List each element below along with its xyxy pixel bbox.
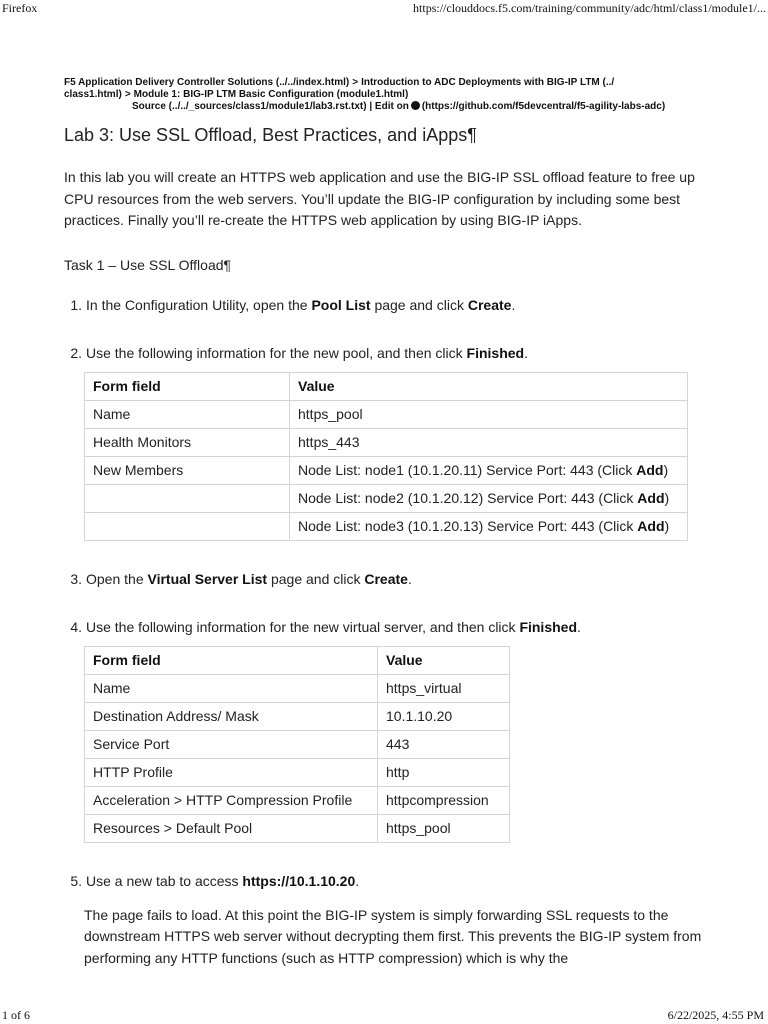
breadcrumb-link-home[interactable]: F5 Application Delivery Controller Solutions (../../index.html)	[64, 77, 350, 88]
edit-on-github-link[interactable]: (https://github.com/f5devcentral/f5-agility-labs-adc)	[421, 101, 666, 112]
virtual-server-settings-table	[84, 646, 510, 843]
field-cell: Health Monitors	[85, 428, 290, 456]
breadcrumb-separator: >	[124, 89, 131, 100]
table-row	[85, 428, 688, 456]
table-row	[85, 400, 688, 428]
table-row	[85, 702, 510, 730]
step-number: 2.	[70, 344, 82, 361]
breadcrumb-link-module[interactable]: Module 1: BIG-IP LTM Basic Configuration (module1.html)	[133, 89, 409, 100]
edit-prefix: Edit on	[374, 101, 409, 112]
value-cell: https_pool	[290, 400, 688, 428]
field-cell: Destination Address/ Mask	[85, 702, 378, 730]
field-cell	[85, 512, 290, 540]
breadcrumb-separator: >	[352, 77, 359, 88]
step-number: 5.	[70, 872, 82, 889]
result-note-paragraph: The page fails to load. At this point the BIG-IP system is simply forwarding SSL requests to the downstream HTTPS web server without decrypting them first. This prevents the BIG-IP system from performing any HTTP functions (such as HTTP compression) which is why the	[84, 906, 702, 966]
table-header-row	[85, 372, 688, 400]
step-2	[64, 343, 704, 363]
column-header-field: Form field	[85, 372, 290, 400]
step-text: Use a new tab to access https://10.1.10.20.	[86, 872, 360, 889]
column-header-value: Value	[290, 372, 688, 400]
field-cell: Name	[85, 674, 378, 702]
table-row	[85, 456, 688, 484]
table-row	[85, 814, 510, 842]
table-header-row	[85, 646, 510, 674]
step-number: 3.	[70, 570, 82, 587]
field-cell: HTTP Profile	[85, 758, 378, 786]
step-3	[64, 569, 704, 589]
page-title: Lab 3: Use SSL Offload, Best Practices, and iApps¶	[64, 125, 477, 145]
table-row	[85, 484, 688, 512]
table-row	[85, 674, 510, 702]
step-text: Use the following information for the new pool, and then click Finished.	[86, 344, 528, 361]
table-row	[85, 730, 510, 758]
print-header-app: Firefox	[2, 1, 38, 15]
document-content	[64, 77, 704, 969]
value-cell: 443	[378, 730, 510, 758]
step-number: 1.	[70, 296, 82, 313]
step-5	[64, 871, 704, 891]
pool-settings-table	[84, 372, 688, 541]
value-cell: httpcompression	[378, 786, 510, 814]
table-row	[85, 512, 688, 540]
column-header-value: Value	[378, 646, 510, 674]
value-cell: https_virtual	[378, 674, 510, 702]
value-cell: https_443	[290, 428, 688, 456]
breadcrumb-link-class[interactable]: Introduction to ADC Deployments with BIG-IP LTM (../ class1.html)	[64, 77, 615, 100]
value-cell: Node List: node3 (10.1.20.13) Service Port: 443 (Click Add)	[290, 512, 688, 540]
value-cell: Node List: node1 (10.1.20.11) Service Port: 443 (Click Add)	[290, 456, 688, 484]
github-icon	[411, 101, 420, 110]
print-header-url: https://clouddocs.f5.com/training/community/adc/html/class1/module1/...	[413, 1, 766, 15]
step-1	[64, 295, 704, 315]
step-number: 4.	[70, 618, 82, 635]
task-heading: Task 1 – Use SSL Offload¶	[64, 256, 232, 273]
value-cell: 10.1.10.20	[378, 702, 510, 730]
source-line	[64, 101, 704, 113]
field-cell: Name	[85, 400, 290, 428]
step-text: Use the following information for the new virtual server, and then click Finished.	[86, 618, 581, 635]
step-text: Open the Virtual Server List page and click Create.	[86, 570, 412, 587]
print-footer-datetime: 6/22/2025, 4:55 PM	[667, 1008, 764, 1022]
field-cell: Service Port	[85, 730, 378, 758]
value-cell: https_pool	[378, 814, 510, 842]
step-4	[64, 617, 704, 637]
field-cell: New Members	[85, 456, 290, 484]
breadcrumb	[64, 77, 704, 101]
intro-paragraph: In this lab you will create an HTTPS web application and use the BIG-IP SSL offload feature to free up CPU resources from the web servers. You’ll update the BIG-IP configuration by including some best practices. Finally you’ll re-create the HTTPS web application by using BIG-IP iApps.	[64, 169, 695, 228]
steps-list	[64, 295, 704, 891]
view-source-link[interactable]: Source (../../_sources/class1/module1/lab3.rst.txt)	[132, 101, 367, 112]
pipe-separator: |	[369, 101, 373, 112]
step-text: In the Configuration Utility, open the Pool List page and click Create.	[86, 296, 516, 313]
column-header-field: Form field	[85, 646, 378, 674]
print-footer-page: 1 of 6	[2, 1008, 30, 1022]
value-cell: Node List: node2 (10.1.20.12) Service Port: 443 (Click Add)	[290, 484, 688, 512]
field-cell: Resources > Default Pool	[85, 814, 378, 842]
field-cell: Acceleration > HTTP Compression Profile	[85, 786, 378, 814]
field-cell	[85, 484, 290, 512]
table-row	[85, 786, 510, 814]
table-row	[85, 758, 510, 786]
value-cell: http	[378, 758, 510, 786]
